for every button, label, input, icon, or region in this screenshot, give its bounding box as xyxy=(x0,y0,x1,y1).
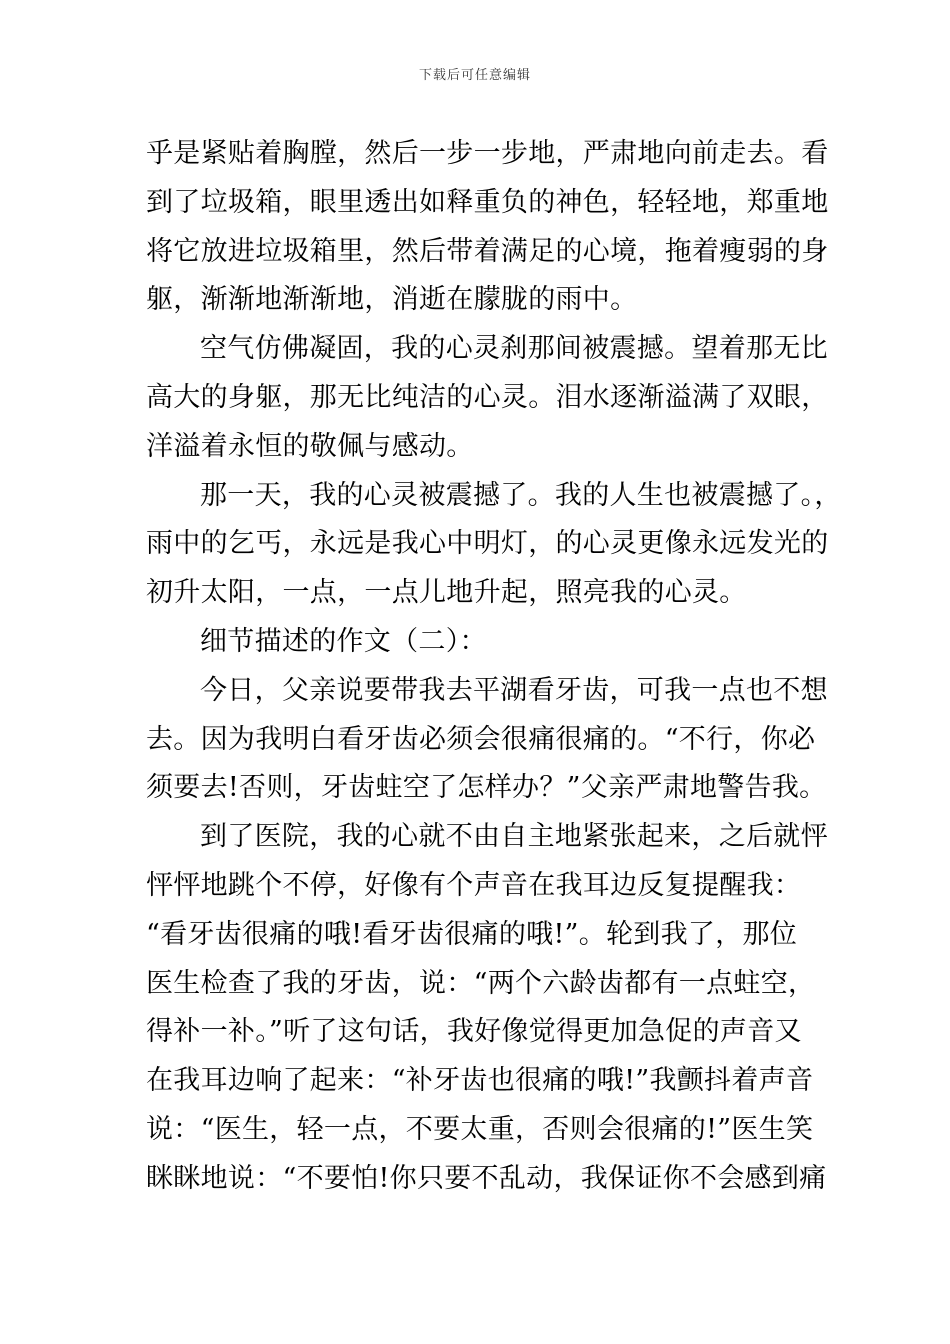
document-body xyxy=(146,130,842,1204)
text-line: 在我耳边响了起来：“补牙齿也很痛的哦!”我颤抖着声音 xyxy=(146,1065,814,1097)
paragraph-start: 空气仿佛凝固，我的心灵刹那间被震撼。望着那无比 xyxy=(200,333,828,365)
text-line: 雨中的乞丐，永远是我心中明灯，的心灵更像永远发光的 xyxy=(146,528,829,560)
text-line: 到了垃圾箱，眼里透出如释重负的神色，轻轻地，郑重地 xyxy=(146,186,829,218)
text-line: 得补一补。”听了这句话，我好像觉得更加急促的声音又 xyxy=(146,1016,802,1048)
text-line: 将它放进垃圾箱里，然后带着满足的心境，拖着瘦弱的身 xyxy=(146,235,829,267)
text-line: 眯眯地说：“不要怕!你只要不乱动，我保证你不会感到痛 xyxy=(146,1162,827,1194)
text-line: 说：“医生，轻一点，不要太重，否则会很痛的!”医生笑 xyxy=(146,1113,814,1145)
paragraph-start: 那一天，我的心灵被震撼了。我的人生也被震撼了。， xyxy=(200,479,842,511)
text-line: 须要去!否则，牙齿蛀空了怎样办？”父亲严肃地警告我。 xyxy=(146,772,827,804)
text-line: 去。因为我明白看牙齿必须会很痛很痛的。“不行，你必 xyxy=(146,723,816,755)
text-line: 洋溢着永恒的敬佩与感动。 xyxy=(146,430,474,462)
text-line: 怦怦地跳个不停，好像有个声音在我耳边反复提醒我： xyxy=(146,869,802,901)
text-line: 医生检查了我的牙齿，说：“两个六龄齿都有一点蛀空， xyxy=(146,967,816,999)
page-header: 下载后可任意编辑 xyxy=(418,68,531,83)
text-line: 高大的身躯，那无比纯洁的心灵。泪水逐渐溢满了双眼， xyxy=(146,381,829,413)
paragraph-start: 到了医院，我的心就不由自主地紧张起来，之后就怦 xyxy=(200,821,828,853)
text-line: 乎是紧贴着胸膛，然后一步一步地，严肃地向前走去。看 xyxy=(146,138,829,169)
text-line: “看牙齿很痛的哦!看牙齿很痛的哦!”。轮到我了，那位 xyxy=(146,918,798,950)
paragraph-start: 今日，父亲说要带我去平湖看牙齿，可我一点也不想 xyxy=(200,674,828,706)
text-line: 初升太阳，一点，一点儿地升起，照亮我的心灵。 xyxy=(146,577,747,609)
section-heading: 细节描述的作文（二）： xyxy=(200,625,487,657)
text-line: 躯，渐渐地渐渐地，消逝在朦胧的雨中。 xyxy=(146,284,638,316)
